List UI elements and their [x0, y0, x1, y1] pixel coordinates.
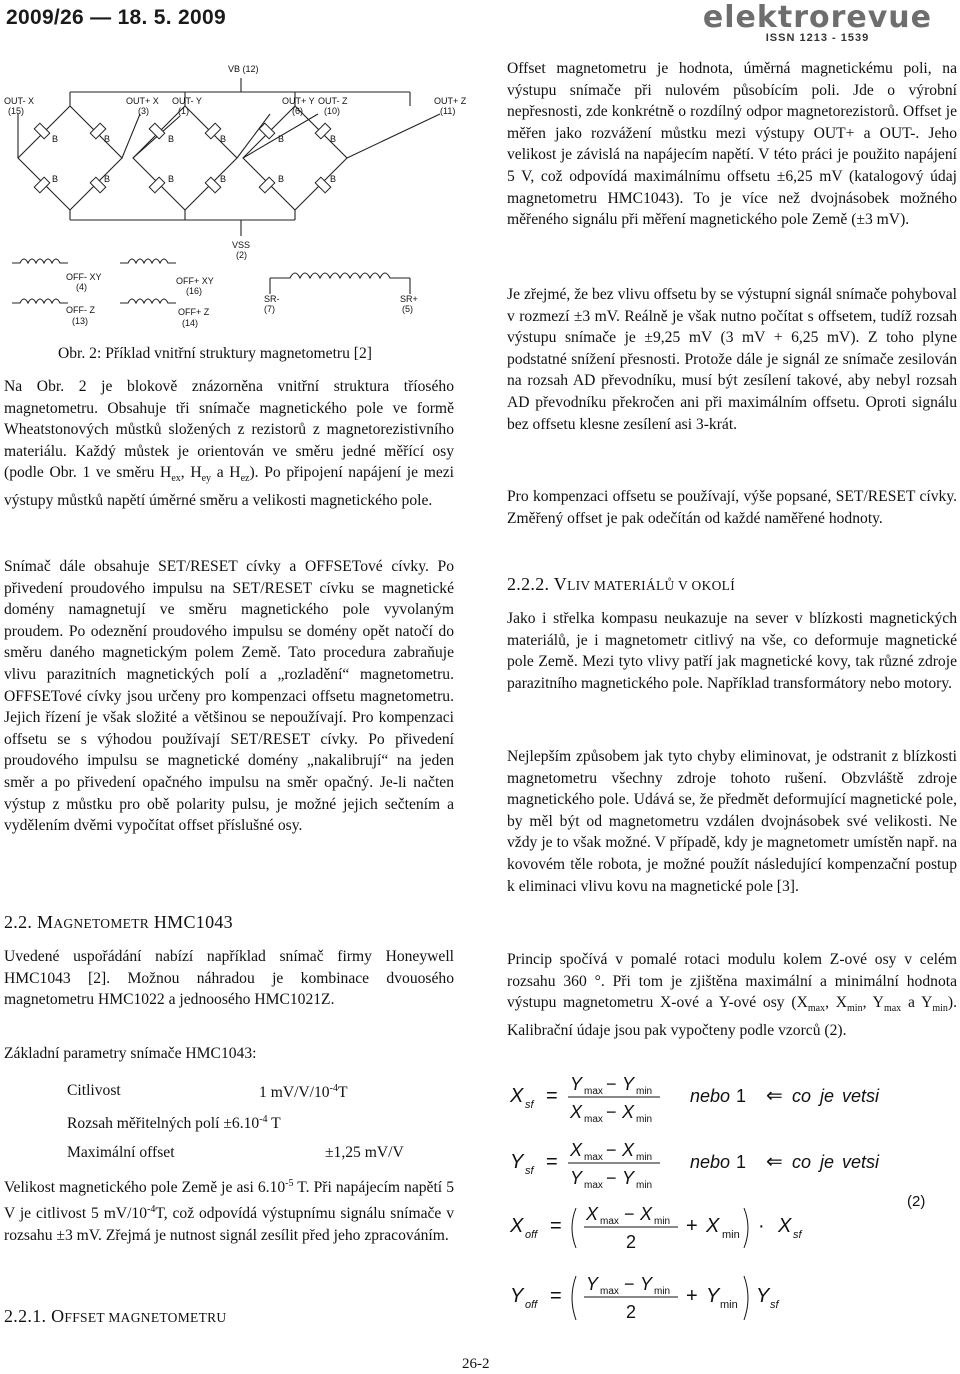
eq3-num-x2: X [640, 1204, 653, 1224]
pin-out-minus-x-number: (15) [8, 106, 25, 116]
eq3-sub-off: off [525, 1229, 538, 1241]
resistor-b-label: B [278, 174, 285, 184]
section-heading: 2.2.1. OFFSET MAGNETOMETRU [4, 1306, 227, 1326]
pin-off-plus-xy-label: OFF+ XY [176, 276, 214, 286]
eq2-num-x1: X [570, 1140, 583, 1160]
paragraph: Na Obr. 2 je blokově znázorněna vnitřní struktura tříosého magnetometru. Obsahuje tři snímače magnetického pole ve formě Wheatstonových můstků složených z rezistorů z magnetorezistivního materiálu. Každý můstek je orientován ve směru jedné měřící osy (podle Obr. 1 ve směru $H_{ex}$, $H_{ey}$ a $H_{ez}$). Po připojení napájení je mezi výstupy můstků napětí úměrné směru a velikosti magnetického pole. [4, 378, 455, 510]
eq1-num-y1: Y [570, 1074, 583, 1094]
eq3-num-max: max [600, 1216, 619, 1227]
eq1-num-max: max [584, 1086, 603, 1097]
eq1-sub-sf: sf [525, 1099, 534, 1111]
resistor-b-label: B [168, 174, 175, 184]
parameters-table [67, 1075, 404, 1168]
resistor-b-label: B [104, 174, 111, 184]
section-heading: 2.2. MAGNETOMETR HMC1043 [4, 912, 233, 932]
eq1-arrow: ⇐ [766, 1085, 783, 1107]
pin-out-plus-y-label: OUT+ Y [282, 96, 315, 106]
eq3-plus: + [686, 1215, 698, 1237]
eq3-equals: = [550, 1215, 562, 1237]
page-number: 26-2 [462, 1356, 490, 1372]
paragraph: Princip spočívá v pomalé rotaci modulu kolem Z-ové osy v celém rozsahu 360 °. Při tom je zjištěna maximální a minimální hodnota výstupu magnetometru X-ové a Y-ové osy ($X_{max}$, $X_{min}$, $Y_{max}$ a $Y_{min}$). Kalibrační údaje jsou pak vypočteny podle vzorců (2). [507, 951, 958, 1039]
eq1-den-minus: − [606, 1102, 617, 1122]
pin-off-minus-xy-number: (4) [76, 282, 87, 292]
eq4-y: Y [510, 1285, 524, 1307]
eq4-sub-off: off [525, 1299, 538, 1311]
eq1-den-x1: X [570, 1102, 583, 1122]
pin-out-minus-y-number: (1) [178, 106, 189, 116]
resistor-b-label: B [168, 134, 175, 144]
paragraph: Je zřejmé, že bez vlivu offsetu by se výstupní signál snímače pohyboval v rozmezí ±3 mV. Reálně je však nutno počítat s offsetem, tudíž rozsah výstupu snímače je ±9,25 mV (3 mV + 6,25 mV). Z toho plyne podstatné snížení přesnosti. Protože dále je signál ze snímače zesilován na rozsah AD převodníku, musí být zesílení takové, aby nebyl rozsah AD převodníku překročen ani při maximálním offsetu. Oproti signálu bez offsetu klesne zesílení asi 3-krát. [507, 286, 957, 433]
eq1-one: 1 [736, 1086, 747, 1106]
eq2-je: je [820, 1152, 835, 1172]
pin-off-minus-z-number: (13) [72, 316, 89, 326]
paragraph: Offset magnetometru je hodnota, úměrná magnetickému poli, na výstupu snímače při nulovém působícím poli. Jde o výrobní nepřesnosti, zde konkrétně o rozdílný odpor magnetorezistorů. Offset je měřen jako rozvážení můstku mezi výstupy OUT+ a OUT-. Jeho velikost je závislá na napájecím napětí. V této práci je použito napájení 5 V, což odpovídá maximálnímu offsetu ±6,25 mV (katalogový údaj magnetometru HMC1043). To je více než dvojnásobek možného měřeného signálu při měření magnetického pole Země (±3 mV). [507, 60, 957, 229]
pin-sr-plus-number: (5) [402, 304, 413, 314]
pin-out-minus-y-label: OUT- Y [172, 96, 202, 106]
eq3-num-x1: X [586, 1204, 599, 1224]
eq2-num-max: max [584, 1152, 603, 1163]
section-heading: 2.2.2. VLIV MATERIÁLŮ V OKOLÍ [507, 574, 736, 594]
eq4-sub-sf: sf [770, 1299, 779, 1311]
resistor-b-label: B [220, 174, 227, 184]
paragraph: Nejlepším způsobem jak tyto chyby eliminovat, je odstranit z blízkosti magnetometru všechny zdroje tohoto rušení. Obzvláště zdroje magnetického pole. Udává se, že předmět deformující magnetické pole, by měl být od magnetometru vzdálen dvojnásobek své velikosti. Ne vždy je to však možné. V případě, kdy je magnetometr umístěn např. na kovovém těle robota, je možné použít následující kompenzační postup k eliminaci vlivu kovu na magnetické pole [3]. [507, 748, 957, 895]
eq4-num-max: max [600, 1286, 619, 1297]
eq4-num-minus: − [624, 1274, 635, 1294]
param-label: Maximální offset [67, 1143, 175, 1161]
eq2-nebo: nebo [690, 1152, 731, 1172]
eq4-y-sf: Y [756, 1285, 770, 1307]
eq1-vetsi: vetsi [842, 1086, 880, 1106]
eq2-one: 1 [736, 1152, 747, 1172]
resistor-b-label: B [220, 134, 227, 144]
eq3-num-min: min [654, 1216, 671, 1227]
pin-out-minus-z-number: (10) [324, 106, 341, 116]
paragraph: Základní parametry snímače HMC1043: [4, 1045, 257, 1062]
eq1-je: je [820, 1086, 835, 1106]
figure-caption: Obr. 2: Příklad vnitřní struktury magnetometru [2] [58, 345, 372, 362]
eq2-vetsi: vetsi [842, 1152, 880, 1172]
eq4-equals: = [550, 1285, 562, 1307]
pin-out-plus-x-number: (3) [138, 106, 149, 116]
resistor-b-label: B [278, 134, 285, 144]
eq2-num-min: min [636, 1152, 653, 1163]
param-label: Citlivost [67, 1081, 121, 1099]
eq3-dot: · [758, 1215, 765, 1237]
pin-sr-minus-label: SR- [264, 294, 280, 304]
eq1-den-min: min [636, 1114, 653, 1125]
pin-off-minus-xy-label: OFF- XY [66, 272, 102, 282]
eq4-num-min: min [654, 1286, 671, 1297]
magnetometer-structure-figure [0, 58, 470, 338]
eq2-equals: = [546, 1151, 558, 1173]
elektrorevue-logo [703, 2, 932, 44]
eq4-y-min: Y [706, 1285, 720, 1307]
eq2-co: co [792, 1152, 812, 1172]
eq3-x: X [510, 1215, 524, 1237]
pin-out-plus-y-number: (6) [292, 106, 303, 116]
paragraph: Pro kompenzaci offsetu se používají, výše popsané, SET/RESET cívky. Změřený offset je pak odečítán od každé naměřené hodnoty. [507, 488, 957, 527]
eq1-num-y2: Y [622, 1074, 635, 1094]
pin-out-minus-z-label: OUT- Z [318, 96, 348, 106]
calibration-equations [500, 1068, 955, 1328]
resistor-b-label: B [330, 174, 337, 184]
eq2-sub-sf: sf [525, 1165, 534, 1177]
eq3-x-sf: X [778, 1215, 792, 1237]
eq2-arrow: ⇐ [766, 1151, 783, 1173]
eq3-num-minus: − [624, 1204, 635, 1224]
pin-vb-label: VB (12) [228, 64, 259, 74]
resistor-b-label: B [104, 134, 111, 144]
issue-header: 2009/26 — 18. 5. 2009 [6, 6, 226, 29]
pin-sr-minus-number: (7) [264, 304, 275, 314]
eq1-den-x2: X [622, 1102, 635, 1122]
resistor-b-label: B [52, 174, 59, 184]
paragraph: Uvedené uspořádání nabízí například snímač firmy Honeywell HMC1043 [2]. Možnou náhradou je kombinace dvouosého magnetometru HMC1022 a jednoosého HMC1021Z. [4, 948, 454, 1009]
eq4-den-two: 2 [626, 1302, 637, 1322]
logo-wordmark: elektrorevue [702, 0, 932, 35]
pin-vss-label: VSS [232, 240, 251, 250]
pin-vss-number: (2) [236, 250, 247, 260]
eq3-sub-min: min [722, 1229, 740, 1241]
eq2-num-minus: − [606, 1140, 617, 1160]
pin-out-minus-x-label: OUT- X [4, 96, 35, 106]
table-row [67, 1137, 404, 1168]
param-value: ±1,25 mV/V [325, 1143, 404, 1161]
eq3-sub-sf: sf [793, 1229, 802, 1241]
equation-number: (2) [907, 1193, 926, 1210]
resistor-b-label: B [330, 134, 337, 144]
eq2-y: Y [510, 1151, 524, 1173]
table-row [67, 1106, 404, 1137]
eq2-den-minus: − [606, 1168, 617, 1188]
pin-sr-plus-label: SR+ [400, 294, 418, 304]
pin-out-plus-z-number: (11) [440, 106, 456, 116]
eq2-den-y2: Y [622, 1168, 635, 1188]
pin-off-minus-z-label: OFF- Z [66, 305, 95, 315]
param-value: 1 $mV/V/10^{-4}T$ [259, 1082, 348, 1101]
eq2-den-min: min [636, 1180, 653, 1191]
table-row [67, 1075, 404, 1106]
pin-off-plus-z-number: (14) [182, 318, 199, 328]
eq4-num-y2: Y [640, 1274, 653, 1294]
eq1-equals: = [546, 1085, 558, 1107]
eq2-num-x2: X [622, 1140, 635, 1160]
eq1-x: X [510, 1085, 524, 1107]
eq3-x-min: X [706, 1215, 720, 1237]
eq2-den-max: max [584, 1180, 603, 1191]
eq4-sub-min: min [720, 1299, 738, 1311]
resistor-b-label: B [52, 134, 59, 144]
eq1-den-max: max [584, 1114, 603, 1125]
pin-off-plus-z-label: OFF+ Z [178, 307, 210, 317]
pin-out-plus-x-label: OUT+ X [126, 96, 159, 106]
issn-label: ISSN 1213 - 1539 [765, 32, 870, 44]
eq1-num-minus: − [606, 1074, 617, 1094]
eq1-co: co [792, 1086, 812, 1106]
paragraph: Velikost magnetického pole Země je asi $6.10^{-5}$ T. Při napájecím napětí 5 V je citlivost 5 $mV/10^{-4}T$, což odpovídá výstupnímu signálu snímače v rozsahu ±3 mV. Zřejmá je nutnost signál zesílit před jeho zpracováním. [4, 1178, 454, 1244]
pin-off-plus-xy-number: (16) [186, 286, 203, 296]
eq1-num-min: min [636, 1086, 653, 1097]
eq3-den-two: 2 [626, 1232, 637, 1252]
eq1-nebo: nebo [690, 1086, 731, 1106]
param-label: Rozsah měřitelných polí $\pm 6.10^{-4}$ T [67, 1113, 281, 1132]
eq4-plus: + [686, 1285, 698, 1307]
pin-out-plus-z-label: OUT+ Z [434, 96, 467, 106]
eq2-den-y1: Y [570, 1168, 583, 1188]
paragraph: Snímač dále obsahuje SET/RESET cívky a OFFSETové cívky. Po přivedení proudového impulsu na SET/RESET cívku se magnetické domény namagnetují ve směru magnetického pole vyvolaným proudem. Po odeznění proudového impulsu se domény opět natočí do směru daného magnetickým polem Země. Tato procedura zabraňuje vlivu parazitních magnetických polí a „rozladění“ magnetometru. OFFSETové cívky jsou určeny pro kompenzaci offsetu magnetometru. Jejich řízení je však složité a většinou se nepoužívají. Pro kompenzaci offsetu se s výhodou používají SET/RESET cívky. Po přivedení proudového impulsu se magnetické domény „nakalibrují“ na jeden směr a po přivedení opačného impulsu na směr opačný. Je-li načten výstup z můstku pro obě polarity pulsu, je možné jejich sečtením a vydělením dvěmi vypočítat offset příslušné osy. [4, 558, 454, 835]
paragraph: Jako i střelka kompasu neukazuje na sever v blízkosti magnetických materiálů, je i magnetometr citlivý na vše, co deformuje magnetické pole Země. Mezi tyto vlivy patří jak magnetické kovy, tak různé zdroje parazitního magnetického pole. Například transformátory nebo motory. [507, 610, 957, 692]
eq4-num-y1: Y [586, 1274, 599, 1294]
